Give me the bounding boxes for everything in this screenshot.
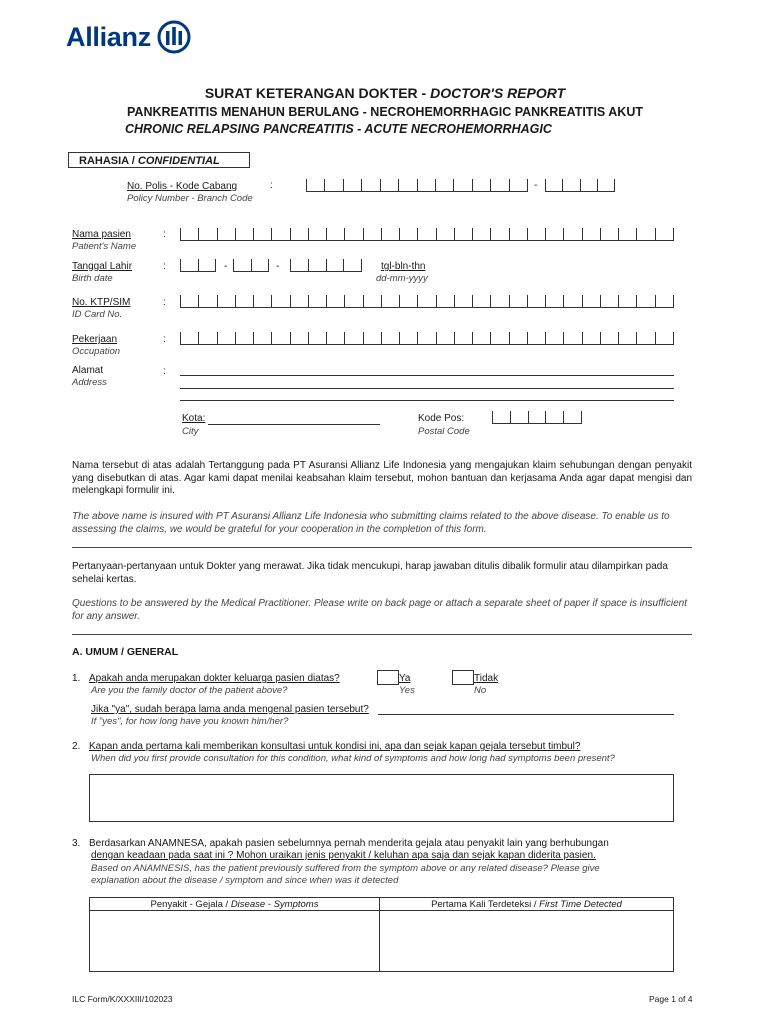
box-tick [545, 295, 546, 307]
dash: - [534, 180, 538, 191]
city-label-en: City [182, 426, 199, 437]
form-code: ILC Form/K/XXXIII/102023 [72, 994, 173, 1004]
colon: : [163, 229, 166, 240]
dash: - [224, 261, 228, 272]
box-tick [271, 295, 272, 307]
q2-text-en: When did you first provide consultation for this condition, what kind of symptoms and how long had symptoms been present? [91, 753, 615, 764]
box-tick [326, 259, 327, 271]
box-tick [326, 228, 327, 240]
box-tick [600, 228, 601, 240]
box-tick [198, 332, 199, 344]
box-tick [180, 228, 181, 240]
box-tick [343, 259, 344, 271]
branch-code-input[interactable] [545, 179, 615, 192]
box-tick [614, 179, 615, 191]
box-tick [563, 411, 564, 423]
box-tick [381, 228, 382, 240]
q3-number: 3. [72, 838, 81, 849]
box-tick [198, 228, 199, 240]
box-tick [217, 332, 218, 344]
box-tick [326, 295, 327, 307]
box-tick [290, 228, 291, 240]
box-tick [618, 295, 619, 307]
box-tick [618, 332, 619, 344]
box-tick [253, 295, 254, 307]
box-tick [655, 295, 656, 307]
box-tick [324, 179, 325, 191]
box-tick [290, 295, 291, 307]
box-tick [235, 228, 236, 240]
box-tick [562, 179, 563, 191]
box-tick [361, 179, 362, 191]
box-tick [271, 332, 272, 344]
box-tick [290, 259, 291, 271]
box-tick [490, 332, 491, 344]
box-tick [597, 179, 598, 191]
box-tick [271, 228, 272, 240]
box-tick [363, 332, 364, 344]
q3-text-line1: Berdasarkan ANAMNESA, apakah pasien sebelumnya pernah menderita gejala atau penyakit lain yang berhubungan [89, 838, 609, 849]
intro-text-id: Nama tersebut di atas adalah Tertanggung pada PT Asuransi Allianz Life Indonesia yang mengajukan klaim sehubungan dengan penyakit yang disebutkan di atas. Agar kami dapat menilai keabsahan klaim tersebut, mohon bantuan dan kerjasama Anda agar dapat mengisi dan melengkapi formulir ini. [72, 460, 692, 496]
box-tick [527, 228, 528, 240]
box-tick [180, 332, 181, 344]
q1-yes-checkbox[interactable] [377, 670, 399, 685]
address-label-en: Address [72, 377, 107, 388]
box-tick [306, 179, 307, 191]
confidential-box: RAHASIA / CONFIDENTIAL [68, 152, 250, 168]
box-tick [581, 411, 582, 423]
divider [72, 547, 692, 548]
dob-label-en: Birth date [72, 273, 113, 284]
occupation-label: Pekerjaan [72, 334, 118, 345]
box-tick [198, 259, 199, 271]
box-tick [509, 179, 510, 191]
box-tick [217, 228, 218, 240]
questions-intro-en: Questions to be answered by the Medical Practitioner. Please write on back page or attach a separate sheet of paper if space is insufficient for any answer. [72, 598, 687, 622]
q3-disease-cell[interactable] [90, 911, 379, 971]
box-tick [673, 228, 674, 240]
box-tick [563, 228, 564, 240]
q2-number: 2. [72, 741, 81, 752]
box-tick [636, 295, 637, 307]
policy-label: No. Polis - Kode Cabang [127, 181, 238, 192]
box-tick [490, 295, 491, 307]
box-tick [344, 332, 345, 344]
box-tick [399, 295, 400, 307]
box-tick [509, 295, 510, 307]
box-tick [636, 332, 637, 344]
box-tick [235, 332, 236, 344]
box-tick [600, 332, 601, 344]
box-tick [454, 332, 455, 344]
allianz-eagle-icon [157, 20, 191, 54]
city-label: Kota: [182, 413, 206, 424]
box-tick [472, 228, 473, 240]
q1-follow-input[interactable] [378, 714, 674, 715]
patient-name-label-en: Patient's Name [72, 241, 137, 252]
address-line-3[interactable] [180, 400, 674, 401]
q1-follow-text-en: If "yes", for how long have you known him/her? [91, 716, 289, 727]
dob-day-input[interactable] [180, 259, 216, 272]
colon: : [270, 180, 273, 191]
q3-text-en-line2: explanation about the disease / symptom and since when was it detected [91, 875, 399, 886]
intro-text-en: The above name is insured with PT Asuransi Allianz Life Indonesia who submitting claims related to the above disease. To enable us to assessing the claims, we would be grateful for your cooperation in the completion of this form. [72, 511, 670, 535]
postal-label: Kode Pos: [418, 413, 465, 424]
page-number: Page 1 of 4 [649, 994, 693, 1004]
box-tick [545, 179, 546, 191]
box-tick [399, 228, 400, 240]
box-tick [215, 259, 216, 271]
city-input[interactable] [208, 424, 380, 425]
section-a-heading: A. UMUM / GENERAL [72, 646, 179, 658]
box-tick [180, 295, 181, 307]
q1-number: 1. [72, 673, 81, 684]
box-tick [251, 259, 252, 271]
box-tick [417, 179, 418, 191]
box-tick [527, 295, 528, 307]
box-tick [361, 259, 362, 271]
q1-text: Apakah anda merupakan dokter keluarga pasien diatas? [89, 673, 340, 684]
box-tick [198, 295, 199, 307]
q3-col-detected-header: Pertama Kali Terdeteksi / First Time Detected [431, 899, 622, 910]
box-tick [636, 228, 637, 240]
box-tick [472, 295, 473, 307]
box-tick [344, 228, 345, 240]
box-tick [235, 295, 236, 307]
q1-no-label-en: No [474, 685, 487, 696]
box-tick [363, 228, 364, 240]
brand-name: Allianz [66, 21, 151, 52]
page-title: SURAT KETERANGAN DOKTER - DOCTOR'S REPORT [204, 85, 566, 101]
colon: : [163, 297, 166, 308]
box-tick [527, 179, 528, 191]
box-tick [472, 332, 473, 344]
box-tick [268, 259, 269, 271]
box-tick [453, 179, 454, 191]
postal-label-en: Postal Code [418, 426, 470, 437]
occupation-label-en: Occupation [72, 346, 121, 357]
box-tick [308, 332, 309, 344]
box-tick [528, 411, 529, 423]
q2-answer-box[interactable] [89, 774, 674, 822]
box-tick [673, 295, 674, 307]
box-tick [454, 228, 455, 240]
colon: : [163, 334, 166, 345]
box-tick [344, 295, 345, 307]
id-card-input[interactable] [180, 295, 674, 308]
q1-follow-text: Jika "ya", sudah berapa lama anda mengenal pasien tersebut? [91, 704, 369, 715]
box-tick [472, 179, 473, 191]
box-tick [417, 295, 418, 307]
q1-no-checkbox[interactable] [452, 670, 474, 685]
postal-input[interactable] [492, 411, 582, 424]
box-tick [435, 179, 436, 191]
patient-name-input[interactable] [180, 228, 674, 241]
box-tick [509, 332, 510, 344]
box-tick [217, 295, 218, 307]
id-card-label: No. KTP/SIM [72, 297, 131, 308]
id-card-label-en: ID Card No. [72, 309, 123, 320]
box-tick [563, 332, 564, 344]
box-tick [399, 332, 400, 344]
box-tick [545, 228, 546, 240]
box-tick [454, 295, 455, 307]
box-tick [436, 332, 437, 344]
box-tick [308, 228, 309, 240]
box-tick [343, 179, 344, 191]
box-tick [363, 295, 364, 307]
box-tick [436, 295, 437, 307]
subtitle-id: PANKREATITIS MENAHUN BERULANG - NECROHEMORRHAGIC PANKREATITIS AKUT [127, 105, 643, 119]
box-tick [417, 228, 418, 240]
box-tick [545, 411, 546, 423]
dob-label: Tanggal Lahir [72, 261, 133, 272]
box-tick [655, 332, 656, 344]
box-tick [180, 259, 181, 271]
box-tick [545, 332, 546, 344]
box-tick [490, 179, 491, 191]
questions-intro-id: Pertanyaan-pertanyaan untuk Dokter yang merawat. Jika tidak mencukupi, harap jawaban ditulis dibalik formulir atau dilampirkan pada sehelai kertas. [72, 561, 668, 585]
q3-detected-cell[interactable] [380, 911, 673, 971]
q3-col-disease-header: Penyakit - Gejala / Disease - Symptoms [150, 899, 319, 910]
box-tick [290, 332, 291, 344]
dob-year-input[interactable] [290, 259, 362, 272]
box-tick [600, 295, 601, 307]
q1-text-en: Are you the family doctor of the patient above? [91, 685, 288, 696]
dash: - [276, 261, 280, 272]
box-tick [655, 228, 656, 240]
divider [72, 634, 692, 635]
box-tick [510, 411, 511, 423]
box-tick [326, 332, 327, 344]
box-tick [308, 295, 309, 307]
q1-yes-label: Ya [399, 673, 411, 684]
colon: : [163, 261, 166, 272]
box-tick [582, 228, 583, 240]
box-tick [582, 295, 583, 307]
policy-number-input[interactable] [306, 179, 528, 192]
box-tick [381, 332, 382, 344]
box-tick [492, 411, 493, 423]
q3-text-line2: dengan keadaan pada saat ini ? Mohon uraikan jenis penyakit / keluhan apa saja dan sejak kapan diderita pasien. [91, 850, 596, 861]
box-tick [308, 259, 309, 271]
policy-label-en: Policy Number - Branch Code [127, 193, 253, 204]
dob-month-input[interactable] [233, 259, 269, 272]
patient-name-label: Nama pasien [72, 229, 131, 240]
box-tick [253, 228, 254, 240]
colon: : [163, 366, 166, 377]
allianz-logo [66, 20, 191, 54]
box-tick [253, 332, 254, 344]
box-tick [673, 332, 674, 344]
address-label: Alamat [72, 365, 104, 376]
box-tick [381, 295, 382, 307]
box-tick [582, 332, 583, 344]
box-tick [490, 228, 491, 240]
q1-yes-label-en: Yes [399, 685, 415, 696]
dob-format-en: dd-mm-yyyy [376, 273, 428, 284]
box-tick [436, 228, 437, 240]
address-line-2[interactable] [180, 388, 674, 389]
box-tick [580, 179, 581, 191]
address-line-1[interactable] [180, 375, 674, 376]
box-tick [509, 228, 510, 240]
q1-no-label: Tidak [474, 673, 499, 684]
subtitle-en: CHRONIC RELAPSING PANCREATITIS - ACUTE NECROHEMORRHAGIC [125, 122, 552, 136]
box-tick [618, 228, 619, 240]
q3-text-en-line1: Based on ANAMNESIS, has the patient previously suffered from the symptom above or any related disease? Please give [91, 863, 600, 874]
box-tick [398, 179, 399, 191]
q3-table [89, 897, 674, 972]
occupation-input[interactable] [180, 332, 674, 345]
box-tick [563, 295, 564, 307]
box-tick [233, 259, 234, 271]
dob-format: tgl-bln-thn [381, 261, 426, 272]
box-tick [380, 179, 381, 191]
box-tick [527, 332, 528, 344]
box-tick [417, 332, 418, 344]
q2-text: Kapan anda pertama kali memberikan konsultasi untuk kondisi ini, apa dan sejak kapan gejala tersebut timbul? [89, 741, 581, 752]
